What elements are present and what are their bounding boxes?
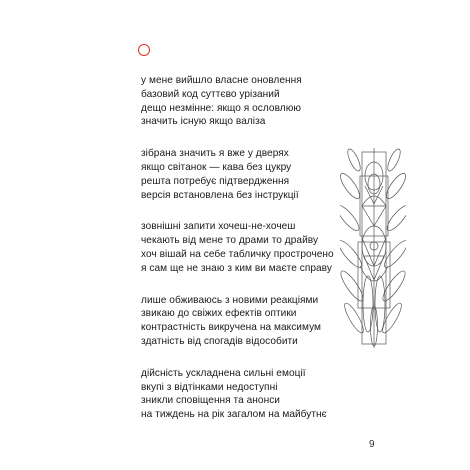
- poem: [141, 74, 341, 440]
- poem-line: на тиждень на рік загалом на майбутнє: [141, 409, 327, 421]
- poem-line: здатність від спогадів відособити: [141, 335, 298, 347]
- poem-line: чекають від мене то драми то драйву: [141, 235, 319, 247]
- stanza-2: [141, 147, 341, 202]
- poem-line: звикаю до свіжих ефектів оптики: [141, 308, 297, 320]
- poem-line: хоч вішай на себе табличку прострочено: [141, 248, 334, 260]
- poem-line: зібрана значить я вже у дверях: [141, 148, 289, 160]
- poem-line: контрастність викручена на максимум: [141, 322, 322, 334]
- abstract-figure-illustration: [340, 146, 406, 350]
- poem-line: зовнішні запити хочеш-не-хочеш: [141, 221, 296, 233]
- page-number: 9: [369, 439, 375, 450]
- poem-line: базовий код суттєво урізаний: [141, 88, 280, 100]
- poem-line: дійсність ускладнена сильні емоції: [141, 367, 306, 379]
- red-circle-icon: [138, 44, 150, 56]
- poem-line: решта потребує підтвердження: [141, 175, 290, 187]
- poem-line: версія встановлена без інструкції: [141, 189, 299, 201]
- poem-line: лише обживаюсь з новими реакціями: [141, 294, 319, 306]
- poem-line: зникли сповіщення та анонси: [141, 395, 280, 407]
- poem-line: якщо світанок — кава без цукру: [141, 161, 292, 173]
- poem-line: у мене вийшло власне оновлення: [141, 75, 302, 86]
- stanza-4: [141, 294, 341, 349]
- poem-line: дещо незмінне: якщо я ословлюю: [141, 102, 301, 114]
- stanza-5: [141, 367, 341, 422]
- poem-line: значить існую якщо валіза: [141, 116, 266, 128]
- poem-line: я сам ще не знаю з ким ви маєте справу: [141, 262, 332, 274]
- poem-line: вкупі з відтінками недоступні: [141, 381, 278, 393]
- stanza-1: [141, 74, 341, 129]
- stanza-3: [141, 220, 341, 275]
